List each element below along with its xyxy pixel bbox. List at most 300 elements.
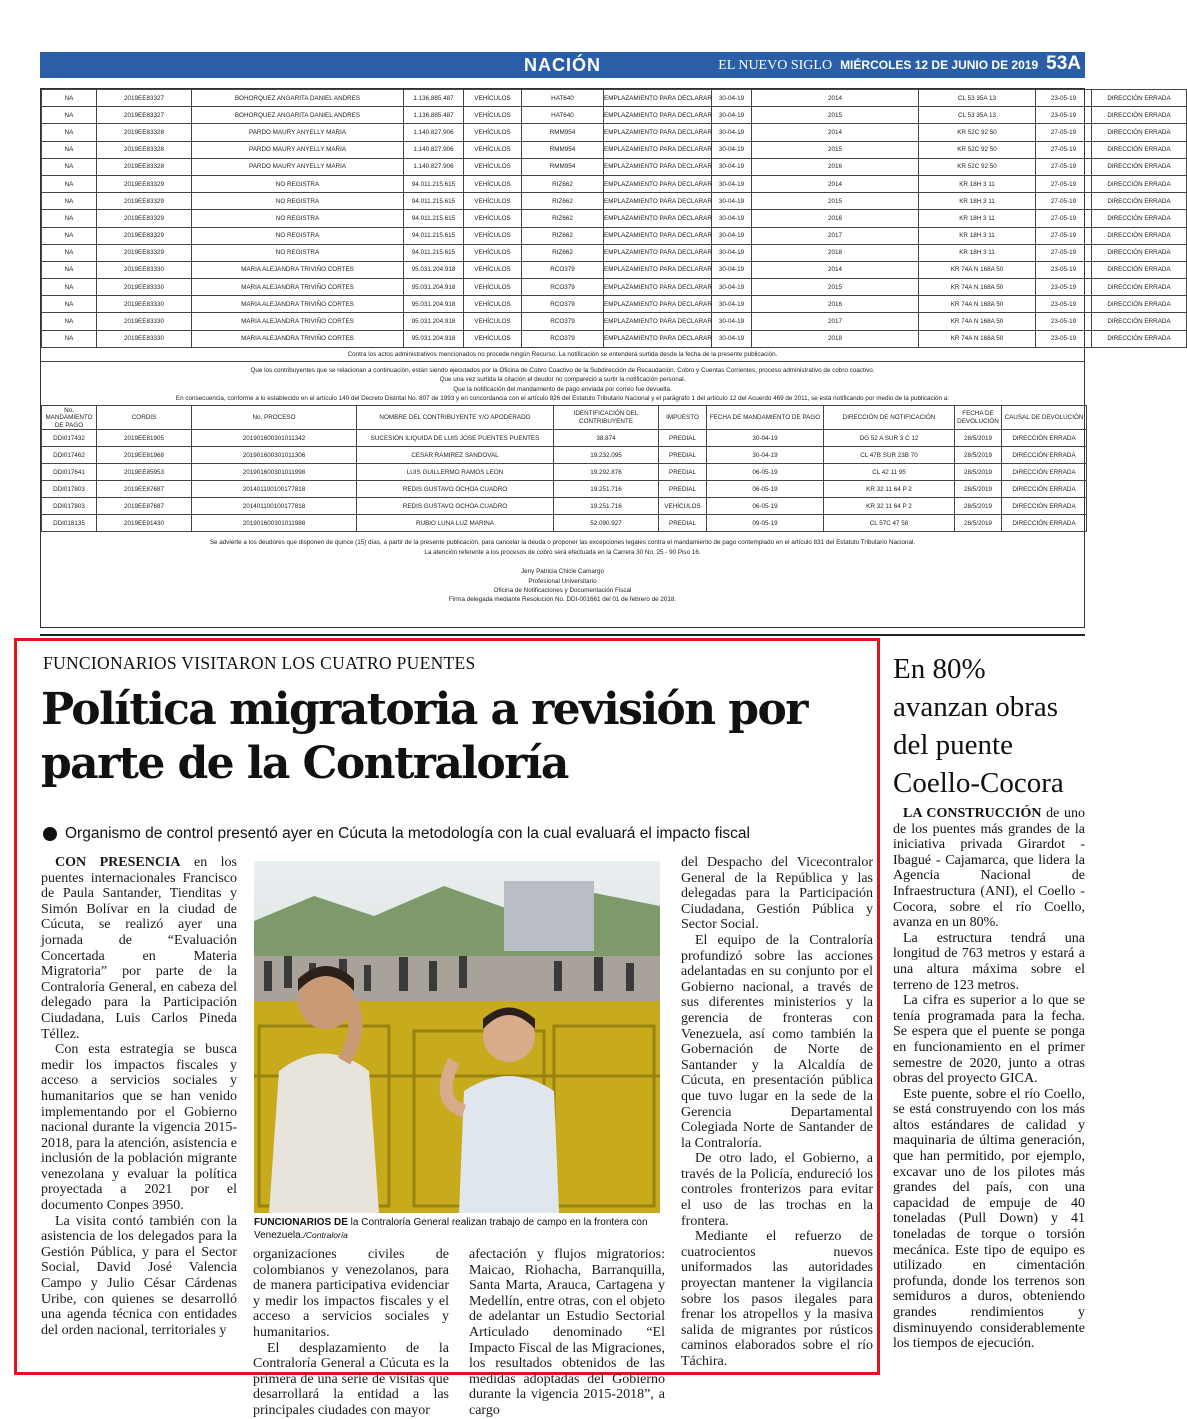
table-cell: PARDO MAURY ANYELLY MARIA — [192, 141, 404, 158]
table-cell: DIRECCIÓN ERRADA — [1092, 141, 1187, 158]
table-header-cell: No. MANDAMIENTO DE PAGO — [42, 406, 97, 430]
subhead-text: Organismo de control presentó ayer en Cúcuta la metodología con la cual evaluará el impacto fiscal — [65, 825, 750, 842]
table-cell: VEHÍCULOS — [464, 158, 522, 175]
table-row — [42, 279, 1187, 296]
table-row — [42, 430, 1087, 447]
table-cell: PREDIAL — [659, 447, 707, 464]
table-row — [42, 498, 1087, 515]
table-cell: 27-05-19 — [1036, 193, 1092, 210]
article-lead: CON PRESENCIA — [55, 855, 181, 870]
table-cell: 2019EE87687 — [97, 481, 192, 498]
table-cell: DDI017462 — [42, 447, 97, 464]
table-cell: NO REGISTRA — [192, 193, 404, 210]
table-row — [42, 124, 1187, 141]
table-cell: KR 32 11 64 P 2 — [824, 481, 955, 498]
table-cell: 30-04-19 — [712, 296, 752, 313]
table-cell: 27-05-19 — [1036, 210, 1092, 227]
table-cell: 27-05-19 — [1036, 124, 1092, 141]
table-cell: CESAR RAMIREZ SANDOVAL — [357, 447, 554, 464]
table-cell: CL 53 35A 13 — [919, 90, 1036, 107]
table-cell: NA — [42, 330, 97, 347]
table-cell: DIRECCIÓN ERRADA — [1092, 330, 1187, 347]
table-header-cell: NOMBRE DEL CONTRIBUYENTE Y/O APODERADO — [357, 406, 554, 430]
table-cell: DIRECCIÓN ERRADA — [1002, 481, 1087, 498]
table-cell: 1.136.885.487 — [404, 90, 464, 107]
table-cell: MARIA ALEJANDRA TRIVIÑO CORTES — [192, 279, 404, 296]
table-cell: DIRECCIÓN ERRADA — [1092, 244, 1187, 261]
article-paragraph: La visita contó también con la asistencia de los delegados para la Gestión Pública, y para el Sector Social, David José Valencia Campo y Julio César Cárdenas Uribe, con quienes se desarrolló una agenda técnica con entidades del orden nacional, territoriales y — [41, 1213, 237, 1338]
table-cell: PREDIAL — [659, 430, 707, 447]
table-cell: 2018 — [752, 244, 919, 261]
table-cell: RCO379 — [522, 330, 604, 347]
table-row — [42, 210, 1187, 227]
table-cell: 2019EE83328 — [97, 141, 192, 158]
table-cell: 30-04-19 — [712, 210, 752, 227]
table-cell: MARIA ALEJANDRA TRIVIÑO CORTES — [192, 313, 404, 330]
table-cell: VEHÍCULOS — [464, 244, 522, 261]
table-cell: 2019EE85953 — [97, 464, 192, 481]
article-kicker: FUNCIONARIOS VISITARON LOS CUATRO PUENTES — [43, 653, 476, 673]
table-row — [42, 107, 1187, 124]
table-header-cell: IMPUESTO — [659, 406, 707, 430]
table-cell: NA — [42, 313, 97, 330]
article-column-3 — [469, 1247, 665, 1419]
article-paragraph: Mediante el refuerzo de cuatrocientos nuevos uniformados las autoridades proyectan mantener la vigilancia sobre los pasos ilegales para frenar los atropellos y la masiva salida de migrantes por rústicos caminos elaborados sobre el río Táchira. — [681, 1229, 873, 1369]
table-cell: 30-04-19 — [712, 227, 752, 244]
table-cell: 23-05-19 — [1036, 90, 1092, 107]
table-cell: RUBIO LUNA LUZ MARINA — [357, 515, 554, 532]
table-cell: 201901600301011342 — [192, 430, 357, 447]
table-cell: 30-04-19 — [712, 193, 752, 210]
table-cell: 30-04-19 — [712, 244, 752, 261]
table-cell: 2016 — [752, 210, 919, 227]
table-cell: VEHÍCULOS — [464, 227, 522, 244]
table-cell: 201901600301011998 — [192, 464, 357, 481]
table-cell: 2019EE81968 — [97, 447, 192, 464]
article-paragraph: del Despacho del Vicecontralor General de la República y las delegadas para la Participación Ciudadana, Gestión Pública y Sector Social. — [681, 855, 873, 933]
table-cell: NA — [42, 175, 97, 192]
table-cell: DIRECCIÓN ERRADA — [1092, 158, 1187, 175]
table-cell: PARDO MAURY ANYELLY MARIA — [192, 158, 404, 175]
table-cell: 2019EE83327 — [97, 90, 192, 107]
table-cell: DDI017803 — [42, 481, 97, 498]
table-cell: 2019EE83330 — [97, 261, 192, 278]
table-cell: EMPLAZAMIENTO PARA DECLARAR — [604, 90, 712, 107]
page-number: 53A — [1046, 53, 1081, 74]
table-cell: DIRECCIÓN ERRADA — [1092, 296, 1187, 313]
article-photo — [254, 861, 660, 1213]
table-cell: DIRECCIÓN ERRADA — [1002, 515, 1087, 532]
table-cell: EMPLAZAMIENTO PARA DECLARAR — [604, 210, 712, 227]
table-cell: KR 18H 3 11 — [919, 210, 1036, 227]
table-cell: DIRECCIÓN ERRADA — [1092, 227, 1187, 244]
table-cell: 28/5/2019 — [955, 430, 1002, 447]
table-cell: PREDIAL — [659, 515, 707, 532]
table-cell: VEHÍCULOS — [464, 124, 522, 141]
table-cell: 30-04-19 — [712, 124, 752, 141]
table-cell: DDI017803 — [42, 498, 97, 515]
table-cell: RIZ662 — [522, 244, 604, 261]
table-cell: VEHÍCULOS — [464, 330, 522, 347]
table-cell: VEHÍCULOS — [464, 313, 522, 330]
table-row — [42, 261, 1187, 278]
table-cell: VEHÍCULOS — [464, 279, 522, 296]
table-cell: 1.136.885.487 — [404, 107, 464, 124]
table-cell: 2019EE83327 — [97, 107, 192, 124]
table-cell: 2014 — [752, 124, 919, 141]
table-cell: PREDIAL — [659, 481, 707, 498]
table-cell: NA — [42, 227, 97, 244]
notice-line: La atención referente a los procesos de cobro será efectuada en la Carrera 30 No. 25 - 90 Piso 16. — [424, 548, 701, 556]
table-cell: HAT640 — [522, 90, 604, 107]
table-cell: 2019EE81905 — [97, 430, 192, 447]
table-cell: 2019EE83329 — [97, 210, 192, 227]
table-cell: NA — [42, 279, 97, 296]
notice-signature — [41, 557, 1084, 605]
table-cell: MARIA ALEJANDRA TRIVIÑO CORTES — [192, 330, 404, 347]
notice-line: Que la notificación del mandamiento de pago enviada por correo fue devuelta. — [453, 385, 672, 393]
caption-lead: FUNCIONARIOS DE — [254, 1217, 348, 1228]
table-cell: 19.251.716 — [554, 481, 659, 498]
table-cell: NA — [42, 210, 97, 227]
table-cell: KR 74A N 168A 50 — [919, 279, 1036, 296]
table-cell: 27-05-19 — [1036, 227, 1092, 244]
table-cell: MARIA ALEJANDRA TRIVIÑO CORTES — [192, 296, 404, 313]
table-cell: DIRECCIÓN ERRADA — [1092, 210, 1187, 227]
table-cell: 2015 — [752, 107, 919, 124]
table-cell: NA — [42, 193, 97, 210]
article-paragraph: La cifra es superior a lo que se tenía programada para la fecha. Se espera que el puente se ponga en funcionamiento en el primer semestre de 2020, junto a otras obras del proyecto GICA. — [893, 993, 1085, 1087]
table-header-cell: CORDIS — [97, 406, 192, 430]
table-cell: NO REGISTRA — [192, 175, 404, 192]
table-cell: 94.011.215.615 — [404, 227, 464, 244]
article-paragraph: Este puente, sobre el río Coello, se está construyendo con los más altos estándares de calidad y maquinaria de última generación, que han permitido, por ejemplo, excavar uno de los pilotes más grandes del país, con una capacidad de empuje de 40 toneladas (Pull Down) y 41 toneladas de torque o torsión mecánica. Este tipo de equipo es utilizado en cimentación profunda, donde los terrenos son semiduros a duros, obteniendo grandes rendimientos y disminuyendo considerablemente los tiempos de ejecución. — [893, 1086, 1085, 1352]
table-cell: DIRECCIÓN ERRADA — [1092, 175, 1187, 192]
table-cell: 30-04-19 — [712, 158, 752, 175]
table-cell: 19.232.095 — [554, 447, 659, 464]
table-cell: 2019EE83330 — [97, 279, 192, 296]
table-cell: 23-05-19 — [1036, 279, 1092, 296]
table-cell: DDI017432 — [42, 430, 97, 447]
table-cell: NO REGISTRA — [192, 227, 404, 244]
table-cell: NA — [42, 141, 97, 158]
table-cell: 09-05-19 — [707, 515, 824, 532]
table-row — [42, 447, 1087, 464]
issue-date: MIÉRCOLES 12 DE JUNIO DE 2019 — [840, 58, 1039, 72]
table-cell: REDIS GUSTAVO OCHOA CUADRO — [357, 481, 554, 498]
table-cell: CL 42 11 95 — [824, 464, 955, 481]
table-row — [42, 90, 1187, 107]
table-cell: 2015 — [752, 141, 919, 158]
table-cell: 2014 — [752, 90, 919, 107]
table-cell: EMPLAZAMIENTO PARA DECLARAR — [604, 227, 712, 244]
table-cell: 201401100100177818 — [192, 498, 357, 515]
section-title: NACIÓN — [524, 55, 601, 75]
notice-line: Se advierte a los deudores que disponen de quince (15) días, a partir de la presente publicación, para cancelar la deuda o proponer las excepciones legales contra el mandamiento de pago contemplado en el artículo 831 del Estatuto Tributario Nacional. — [209, 539, 916, 547]
table-cell: 2014 — [752, 175, 919, 192]
newspaper-name: EL NUEVO SIGLO — [718, 58, 833, 73]
main-article — [14, 638, 880, 1418]
table-cell: EMPLAZAMIENTO PARA DECLARAR — [604, 193, 712, 210]
table-header-cell: FECHA DE DEVOLUCIÓN — [955, 406, 1002, 430]
table-cell: 27-05-19 — [1036, 175, 1092, 192]
table-cell: 38.874 — [554, 430, 659, 447]
article-paragraph: El equipo de la Contraloría profundizó sobre las acciones adelantadas en su conjunto por el Gobierno nacional, a través de sus diferentes ministerios y la gerencia de fronteras con Venezuela, así como también la Gobernación de Norte de Santander y la Alcaldía de Cúcuta, en presentación pública que tuvo lugar en la sede de la Gerencia Departamental Colegiada Norte de Santander de la Contraloría. — [681, 932, 873, 1151]
table-cell: 2017 — [752, 313, 919, 330]
table-cell: 27-05-19 — [1036, 158, 1092, 175]
table-cell: VEHÍCULOS — [464, 193, 522, 210]
section-divider — [40, 634, 1085, 636]
table-cell: REDIS GUSTAVO OCHOA CUADRO — [357, 498, 554, 515]
bullet-icon — [43, 827, 57, 841]
table-cell: KR 18H 3 11 — [919, 175, 1036, 192]
table-cell: 2019EE83329 — [97, 175, 192, 192]
table-cell: EMPLAZAMIENTO PARA DECLARAR — [604, 141, 712, 158]
notice-line: Oficina de Notificaciones y Documentación Fiscal — [493, 587, 632, 595]
table-cell: KR 18H 3 11 — [919, 244, 1036, 261]
article-column-2 — [253, 1247, 449, 1419]
photo-credit: /Contraloría — [303, 1230, 348, 1240]
table-cell: PREDIAL — [659, 464, 707, 481]
table-cell: DIRECCIÓN ERRADA — [1092, 193, 1187, 210]
table-cell: LUIS GUILLERMO RAMOS LEON — [357, 464, 554, 481]
table-cell: EMPLAZAMIENTO PARA DECLARAR — [604, 124, 712, 141]
table-cell: DIRECCIÓN ERRADA — [1002, 447, 1087, 464]
table-cell: EMPLAZAMIENTO PARA DECLARAR — [604, 158, 712, 175]
table-cell: HAT640 — [522, 107, 604, 124]
table-cell: KR 74A N 168A 50 — [919, 313, 1036, 330]
table-header-cell: FECHA DE MANDAMIENTO DE PAGO — [707, 406, 824, 430]
table-cell: 30-04-19 — [707, 447, 824, 464]
table-cell: DIRECCIÓN ERRADA — [1092, 313, 1187, 330]
table-cell: RCO379 — [522, 313, 604, 330]
table-cell: VEHÍCULOS — [464, 141, 522, 158]
table-cell: KR 74A N 168A 50 — [919, 330, 1036, 347]
table-cell: RIZ662 — [522, 227, 604, 244]
notice-line: Profesional Universitario — [528, 577, 597, 585]
table-cell: DIRECCIÓN ERRADA — [1092, 124, 1187, 141]
table-cell: 2015 — [752, 279, 919, 296]
table-cell: EMPLAZAMIENTO PARA DECLARAR — [604, 330, 712, 347]
table-cell: RCO379 — [522, 296, 604, 313]
table-cell: 06-05-19 — [707, 481, 824, 498]
table-cell: 2016 — [752, 158, 919, 175]
photo-caption — [254, 1216, 664, 1242]
table-cell: 19.292.876 — [554, 464, 659, 481]
table-cell: NA — [42, 261, 97, 278]
table-cell: 1.140.827.906 — [404, 158, 464, 175]
table-cell: DIRECCIÓN ERRADA — [1092, 261, 1187, 278]
table-cell: 95.031.204.918 — [404, 313, 464, 330]
table-row — [42, 330, 1187, 347]
table-cell: RIZ662 — [522, 210, 604, 227]
page-header — [40, 52, 1085, 78]
table-cell: DDI017641 — [42, 464, 97, 481]
table-row — [42, 158, 1187, 175]
notice-line: Que los contribuyentes que se relacionan a continuación, están siendo ejecutados por la Oficina de Cobro Coactivo de la Subdirección de Recaudación, Cobro y Cuentas Corrientes, proceso administrativo de cobro coactivo. — [250, 366, 875, 374]
table-cell: VEHÍCULOS — [464, 261, 522, 278]
article-paragraph: El desplazamiento de la Contraloría General a Cúcuta es la primera de una serie de visitas que desarrollará la entidad a las principales ciudades con mayor — [253, 1340, 449, 1418]
table-cell: EMPLAZAMIENTO PARA DECLARAR — [604, 244, 712, 261]
table-cell: 94.011.215.615 — [404, 210, 464, 227]
table-cell: 2019EE83329 — [97, 193, 192, 210]
table-cell: CL 47B SUR 23B 70 — [824, 447, 955, 464]
caption-text: la Contraloría General realizan trabajo de campo en la frontera con Venezuela. — [254, 1217, 648, 1241]
article-paragraph-text: en los puentes internacionales Francisco de Paula Santander, Tienditas y Simón Bolívar en la ciudad de Cúcuta, se realizó ayer una jornada de “Evaluación Concertada en Materia Migratoria” por parte de la Contraloría General, en cabeza del delegado para la Participación Ciudadana, Luis Carlos Pineda Téllez. — [41, 855, 237, 1042]
table-cell: 30-04-19 — [712, 141, 752, 158]
table-cell: EMPLAZAMIENTO PARA DECLARAR — [604, 107, 712, 124]
table-cell: RMM954 — [522, 141, 604, 158]
table-cell: MARIA ALEJANDRA TRIVIÑO CORTES — [192, 261, 404, 278]
table-cell: 23-05-19 — [1036, 313, 1092, 330]
table-row — [42, 227, 1187, 244]
sidebar-paragraph-text: de uno de los puentes más grandes de la iniciativa privada Girardot - Ibagué - Cajamarca, que lidera la Agencia Nacional de Infraestructura (ANI), el Coello - Cocora, sobre el río Coello, avanza en un 80%. — [893, 806, 1085, 931]
table-cell: EMPLAZAMIENTO PARA DECLARAR — [604, 296, 712, 313]
table-cell: EMPLAZAMIENTO PARA DECLARAR — [604, 175, 712, 192]
table-cell: 06-05-19 — [707, 498, 824, 515]
notice-intro — [41, 362, 1084, 404]
table-cell: 2018 — [752, 330, 919, 347]
table-cell: 94.011.215.615 — [404, 244, 464, 261]
table-cell: EMPLAZAMIENTO PARA DECLARAR — [604, 261, 712, 278]
table-cell: 30-04-19 — [712, 90, 752, 107]
table-cell: 30-04-19 — [712, 279, 752, 296]
table-cell: VEHÍCULOS — [464, 107, 522, 124]
table-cell: RIZ662 — [522, 175, 604, 192]
table-cell: RMM954 — [522, 158, 604, 175]
table-cell: 2019EE83330 — [97, 313, 192, 330]
table-cell: RIZ662 — [522, 193, 604, 210]
table-cell: NO REGISTRA — [192, 244, 404, 261]
article-paragraph — [893, 806, 1085, 931]
table-cell: 2019EE83329 — [97, 227, 192, 244]
table-cell: 2016 — [752, 296, 919, 313]
notice-table-mandamientos — [41, 405, 1087, 532]
table-cell: DIRECCIÓN ERRADA — [1002, 498, 1087, 515]
table-row — [42, 141, 1187, 158]
table-cell: EMPLAZAMIENTO PARA DECLARAR — [604, 279, 712, 296]
table-cell: VEHÍCULOS — [464, 175, 522, 192]
table-cell: RCO379 — [522, 279, 604, 296]
article-subhead — [43, 825, 873, 843]
article-paragraph: organizaciones civiles de colombianos y venezolanos, para de manera participativa evidenciar y medir los impactos fiscales y el acceso a servicios sociales y humanitarios. — [253, 1247, 449, 1340]
table-row — [42, 515, 1087, 532]
article-paragraph: Con esta estrategia se busca medir los impactos fiscales y acceso a servicios sociales y humanitarios que se han venido implementando por el Gobierno nacional durante la vigencia 2015-2018, para la atención, asistencia e inclusión de la población migrante venezolana y evaluar la política proyectada a 2021 por el documento Conpes 3950. — [41, 1042, 237, 1214]
table-cell: 2019EE83330 — [97, 296, 192, 313]
table-cell: 28/5/2019 — [955, 464, 1002, 481]
notice-advertencia — [41, 532, 1084, 557]
sidebar-article — [893, 806, 1085, 1352]
table-cell: 2019EE83330 — [97, 330, 192, 347]
table-header-cell: CAUSAL DE DEVOLUCIÓN — [1002, 406, 1087, 430]
table-cell: 2019EE83329 — [97, 244, 192, 261]
table-cell: 2017 — [752, 227, 919, 244]
table-cell: DG 52 A SUR 3 C 12 — [824, 430, 955, 447]
table-row — [42, 175, 1187, 192]
notice-line: Que una vez surtida la citación el deudor no compareció a surtir la notificación personal. — [439, 376, 686, 384]
table-cell: 94.011.215.615 — [404, 193, 464, 210]
table-cell: KR 52C 92 50 — [919, 158, 1036, 175]
table-cell: 19.251.716 — [554, 498, 659, 515]
table-cell: 27-05-19 — [1036, 141, 1092, 158]
table-cell: VEHÍCULOS — [464, 210, 522, 227]
table-cell: 30-04-19 — [712, 313, 752, 330]
table-cell: KR 52C 92 50 — [919, 124, 1036, 141]
table-cell: 95.031.204.918 — [404, 296, 464, 313]
table-cell: 95.031.204.918 — [404, 261, 464, 278]
table-header-cell: IDENTIFICACIÓN DEL CONTRIBUYENTE — [554, 406, 659, 430]
table-row — [42, 313, 1187, 330]
table-cell: BOHORQUEZ ANGARITA DANIEL ANDRES — [192, 90, 404, 107]
table-cell: PARDO MAURY ANYELLY MARIA — [192, 124, 404, 141]
table-cell: 94.011.215.615 — [404, 175, 464, 192]
table-cell: 201901600301011306 — [192, 447, 357, 464]
masthead-info — [718, 53, 1081, 75]
table-cell: EMPLAZAMIENTO PARA DECLARAR — [604, 313, 712, 330]
table-cell: VEHÍCULOS — [464, 90, 522, 107]
table-cell: KR 18H 3 11 — [919, 193, 1036, 210]
table-cell: RCO379 — [522, 261, 604, 278]
table-cell: NA — [42, 90, 97, 107]
table-cell: NA — [42, 296, 97, 313]
table-cell: 28/5/2019 — [955, 515, 1002, 532]
table-row — [42, 464, 1087, 481]
table-cell: DIRECCIÓN ERRADA — [1092, 279, 1187, 296]
article-column-1 — [41, 855, 237, 1338]
table-cell: NA — [42, 107, 97, 124]
table-cell: 2014 — [752, 261, 919, 278]
table-cell: 23-05-19 — [1036, 296, 1092, 313]
table-cell: KR 74A N 168A 50 — [919, 261, 1036, 278]
table-cell: 2019EE91430 — [97, 515, 192, 532]
notice-note-recurso: Contra los actos administrativos mencionados no procede ningún Recurso. La notificación se entenderá surtida desde la fecha de la presente publicación. — [41, 348, 1084, 362]
table-cell: 23-05-19 — [1036, 107, 1092, 124]
legal-notice — [40, 88, 1171, 628]
table-cell: CL 57C 47 58 — [824, 515, 955, 532]
table-cell: 06-05-19 — [707, 464, 824, 481]
sidebar-headline: En 80% avanzan obras del puente Coello-Cocora — [893, 653, 1064, 799]
table-cell: 30-04-19 — [712, 330, 752, 347]
article-headline: Política migratoria a revisión por parte de la Contraloría — [41, 684, 807, 789]
table-cell: 28/5/2019 — [955, 447, 1002, 464]
table-cell: 28/5/2019 — [955, 481, 1002, 498]
table-row — [42, 296, 1187, 313]
article-paragraph: afectación y flujos migratorios: Maicao, Riohacha, Barranquilla, Santa Marta, Arauca, Cartagena y Medellín, entre otras, con el objeto de adelantar un Estudio Sectorial Articulado denominado “El Impacto Fiscal de las Migraciones, los resultados obtenidos de las medidas adoptadas del Gobierno durante la vigencia 2015-2018”, a cargo — [469, 1247, 665, 1418]
table-cell: CL 53 35A 13 — [919, 107, 1036, 124]
article-paragraph: De otro lado, el Gobierno, a través de la Policía, endureció los controles fronterizos para evitar el uso de las trochas en la frontera. — [681, 1151, 873, 1229]
table-header-cell: DIRECCIÓN DE NOTIFICACIÓN — [824, 406, 955, 430]
table-cell: SUCESION ILIQUIDA DE LUIS JOSE PUENTES PUENTES — [357, 430, 554, 447]
table-cell: NA — [42, 244, 97, 261]
table-cell: 27-05-19 — [1036, 244, 1092, 261]
table-cell: 2019EE83328 — [97, 158, 192, 175]
table-cell: RMM954 — [522, 124, 604, 141]
table-cell: NA — [42, 158, 97, 175]
article-column-4 — [681, 855, 873, 1370]
table-cell: 95.031.204.918 — [404, 279, 464, 296]
notice-line: Firma delegada mediante Resolución No. DDI-001661 del 01 de febrero de 2018. — [448, 596, 677, 604]
table-cell: KR 52C 92 50 — [919, 141, 1036, 158]
table-cell: 2015 — [752, 193, 919, 210]
table-cell: 30-04-19 — [707, 430, 824, 447]
table-cell: 30-04-19 — [712, 261, 752, 278]
table-cell: DIRECCIÓN ERRADA — [1002, 430, 1087, 447]
table-cell: VEHÍCULOS — [464, 296, 522, 313]
table-cell: DIRECCIÓN ERRADA — [1092, 107, 1187, 124]
table-cell: 23-05-19 — [1036, 261, 1092, 278]
table-row — [42, 193, 1187, 210]
table-cell: NA — [42, 124, 97, 141]
